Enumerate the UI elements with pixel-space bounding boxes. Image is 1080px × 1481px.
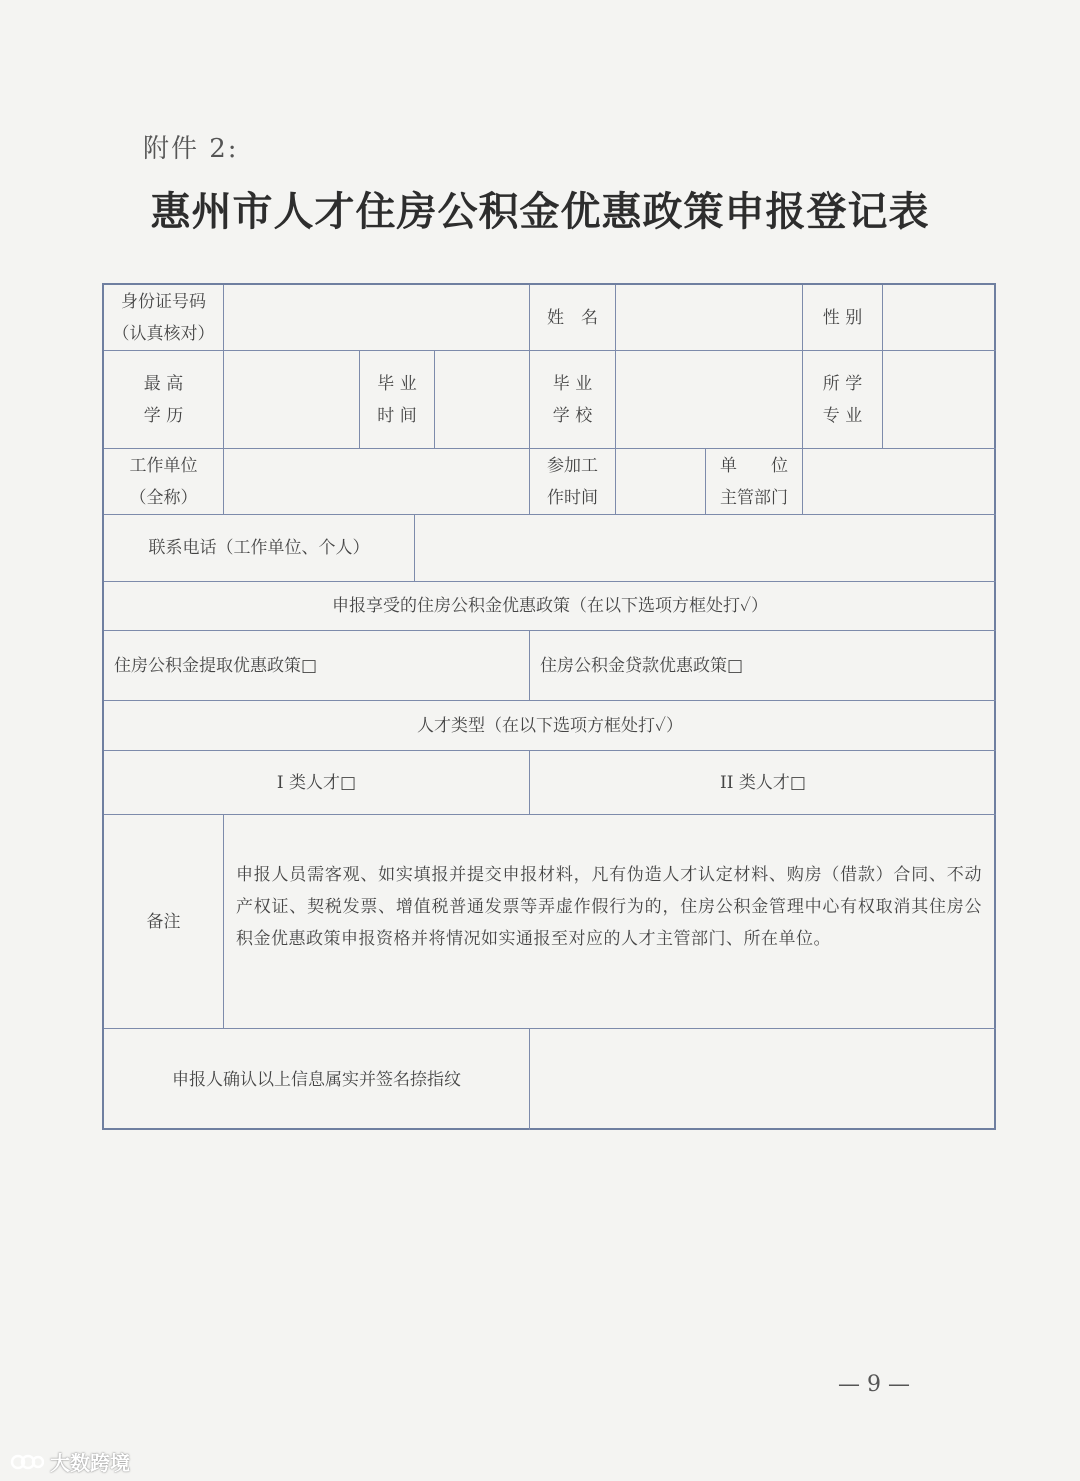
supervisor-label-cell	[706, 449, 803, 515]
education-label-line2: 学 历	[143, 405, 184, 426]
policy-loan-option[interactable]	[530, 631, 996, 701]
name-label: 姓 名	[547, 307, 598, 328]
work-start-label-cell	[530, 449, 616, 515]
talent-class-2-option[interactable]	[530, 751, 996, 815]
policy-header-cell	[104, 582, 996, 631]
education-label-cell	[104, 351, 224, 449]
supervisor-label-line2: 主管部门	[720, 487, 788, 508]
major-label-line2: 专 业	[822, 405, 863, 426]
watermark	[10, 1447, 130, 1476]
id-number-label: 身份证号码	[121, 291, 206, 312]
work-start-label-line1: 参加工	[547, 455, 598, 476]
employer-label-line1: 工作单位	[129, 455, 198, 476]
education-field[interactable]	[224, 351, 360, 449]
grad-school-label-line1: 毕 业	[552, 373, 593, 394]
grad-time-label-line1: 毕 业	[377, 373, 417, 394]
id-number-field[interactable]	[224, 285, 530, 351]
id-number-label-cell	[104, 285, 224, 351]
employer-field[interactable]	[224, 449, 530, 515]
watermark-logo-icon	[10, 1451, 44, 1473]
supervisor-label-line1: 单 位	[720, 455, 788, 476]
gender-label: 性 别	[822, 307, 863, 328]
talent-class-1-label: I 类人才□	[276, 772, 357, 793]
remarks-label: 备注	[146, 911, 181, 932]
employer-label-line2: （全称）	[129, 487, 198, 508]
talent-class-2-label: II 类人才□	[720, 772, 806, 793]
major-field[interactable]	[883, 351, 996, 449]
grad-time-label-line2: 时 间	[377, 405, 417, 426]
phone-field[interactable]	[415, 515, 996, 582]
grad-time-label-cell	[360, 351, 435, 449]
phone-label-cell	[104, 515, 415, 582]
employer-label-cell	[104, 449, 224, 515]
watermark-text: 大数跨境	[50, 1451, 130, 1475]
grad-school-field[interactable]	[616, 351, 803, 449]
remarks-text: 申报人员需客观、如实填报并提交申报材料，凡有伪造人才认定材料、购房（借款）合同、不动产权证、契税发票、增值税普通发票等弄虚作假行为的，住房公积金管理中心有权取消其住房公积金优惠政策申报资格并将情况如实通报至对应的人才主管部门、所在单位。	[236, 865, 982, 949]
phone-label: 联系电话（工作单位、个人）	[148, 538, 370, 558]
signature-field[interactable]	[530, 1029, 996, 1130]
attachment-label: 附件 2:	[143, 134, 239, 164]
major-label-cell	[803, 351, 883, 449]
gender-label-cell	[803, 285, 883, 351]
registration-form-table	[102, 283, 996, 1130]
page-title: 惠州市人才住房公积金优惠政策申报登记表	[150, 188, 930, 235]
work-start-label-line2: 作时间	[547, 487, 598, 508]
grad-school-label-line2: 学 校	[552, 405, 593, 426]
name-label-cell	[530, 285, 616, 351]
grad-time-field[interactable]	[435, 351, 530, 449]
page-number: — 9 —	[838, 1372, 910, 1397]
remarks-label-cell	[104, 815, 224, 1029]
education-label-line1: 最 高	[143, 373, 184, 394]
policy-loan-label: 住房公积金贷款优惠政策□	[540, 655, 744, 676]
policy-header: 申报享受的住房公积金优惠政策（在以下选项方框处打✓）	[332, 596, 768, 616]
policy-withdraw-option[interactable]	[104, 631, 530, 701]
talent-header-cell	[104, 701, 996, 751]
name-field[interactable]	[616, 285, 803, 351]
talent-header: 人才类型（在以下选项方框处打✓）	[417, 715, 683, 736]
supervisor-field[interactable]	[803, 449, 996, 515]
confirm-label-cell	[104, 1029, 530, 1130]
confirm-label: 申报人确认以上信息属实并签名捺指纹	[172, 1069, 461, 1090]
policy-withdraw-label: 住房公积金提取优惠政策□	[114, 655, 318, 676]
major-label-line1: 所 学	[822, 373, 863, 394]
id-number-note: （认真核对）	[112, 323, 215, 344]
grad-school-label-cell	[530, 351, 616, 449]
remarks-content-cell	[224, 815, 996, 1029]
talent-class-1-option[interactable]	[104, 751, 530, 815]
work-start-field[interactable]	[616, 449, 706, 515]
gender-field[interactable]	[883, 285, 996, 351]
